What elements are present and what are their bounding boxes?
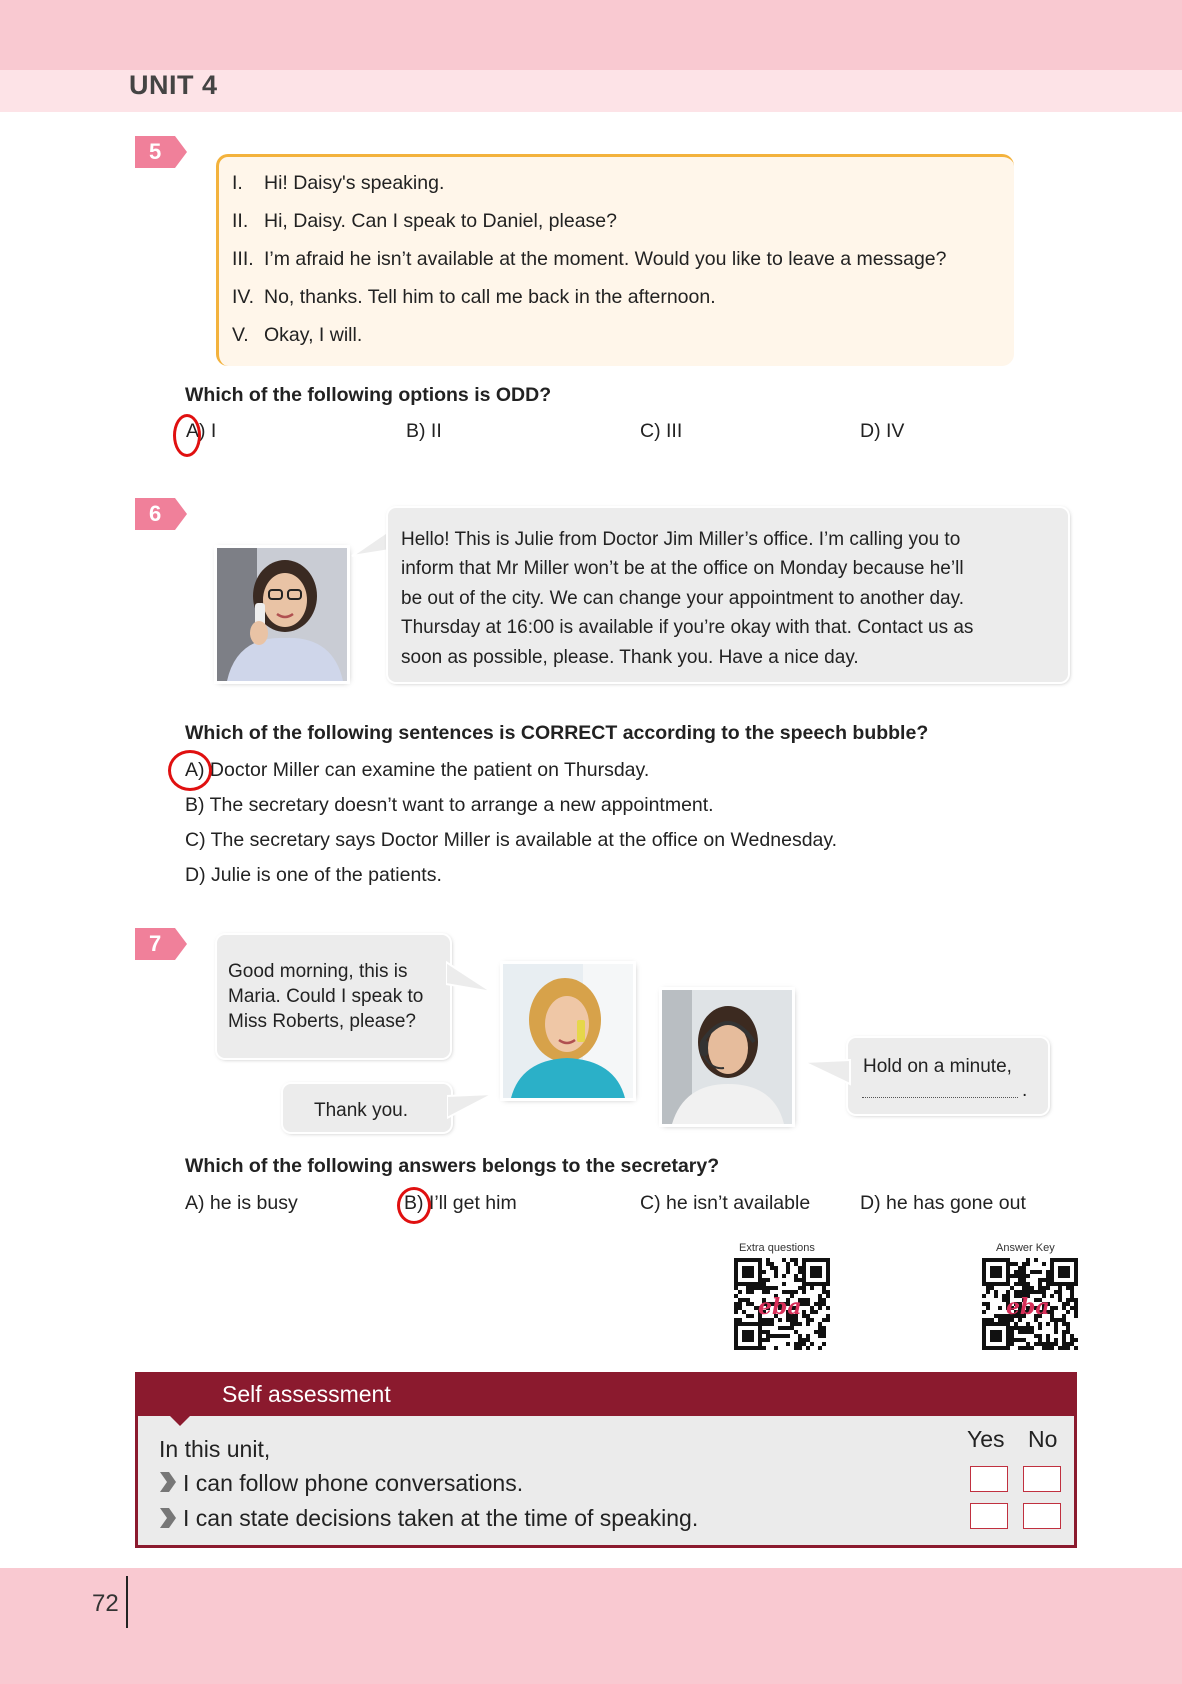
- thanks-text: Thank you.: [314, 1100, 408, 1121]
- q6-option-c[interactable]: C) The secretary says Doctor Miller is available at the office on Wednesday.: [185, 829, 838, 851]
- bubble-line-3: be out of the city. We can change your appointment to another day.: [401, 588, 964, 609]
- secretary-bubble-end: .: [1022, 1080, 1028, 1101]
- caller-line-2: Maria. Could I speak to: [228, 986, 424, 1007]
- woman-on-phone-photo: [217, 548, 347, 681]
- chevron-right-icon: [158, 1470, 178, 1494]
- caller-woman-photo: [503, 964, 633, 1098]
- eba-logo: eba: [758, 1294, 802, 1320]
- q6-option-d[interactable]: D) Julie is one of the patients.: [185, 864, 442, 886]
- answer-blank[interactable]: [862, 1097, 1018, 1098]
- unit-title: UNIT 4: [129, 70, 218, 100]
- question-7-text: Which of the following answers belongs to the secretary?: [185, 1155, 720, 1177]
- answer-mark-circle: [397, 1187, 431, 1224]
- q7-option-b[interactable]: B) I’ll get him: [404, 1192, 517, 1214]
- qr-extra-label: Extra questions: [739, 1242, 815, 1254]
- yes-checkbox-2[interactable]: [970, 1503, 1008, 1529]
- yes-checkbox-1[interactable]: [970, 1466, 1008, 1492]
- answer-mark-circle: [168, 750, 212, 791]
- no-checkbox-1[interactable]: [1023, 1466, 1061, 1492]
- dialogue-line-1: I. Hi! Daisy's speaking.: [232, 172, 445, 194]
- bubble-line-4: Thursday at 16:00 is available if you’re okay with that. Contact us as: [401, 617, 974, 638]
- q5-option-c[interactable]: C) III: [640, 420, 683, 442]
- dialogue-line-4: IV. No, thanks. Tell him to call me back in the afternoon.: [232, 286, 716, 308]
- dialogue-line-2: II. Hi, Daisy. Can I speak to Daniel, please?: [232, 210, 617, 232]
- bubble-tail: [446, 958, 494, 994]
- secretary-photo: [662, 990, 792, 1124]
- qr-code-answer-key[interactable]: [982, 1258, 1078, 1352]
- bottom-band: [0, 1568, 1182, 1684]
- yes-label: Yes: [967, 1426, 1005, 1452]
- no-checkbox-2[interactable]: [1023, 1503, 1061, 1529]
- secretary-bubble-text: Hold on a minute,: [863, 1056, 1012, 1077]
- q5-option-a[interactable]: A) I: [186, 420, 217, 442]
- header-notch: [168, 1414, 192, 1426]
- qr-code-extra-questions[interactable]: [734, 1258, 830, 1352]
- self-intro: In this unit,: [159, 1436, 271, 1462]
- q5-option-d[interactable]: D) IV: [860, 420, 905, 442]
- bubble-line-5: soon as possible, please. Thank you. Have a nice day.: [401, 647, 859, 668]
- self-item-2: I can state decisions taken at the time of speaking.: [183, 1505, 699, 1531]
- question-7-tag: 7: [135, 928, 175, 960]
- q7-option-c[interactable]: C) he isn’t available: [640, 1192, 811, 1214]
- caller-line-3: Miss Roberts, please?: [228, 1011, 416, 1032]
- question-5-tag: 5: [135, 136, 175, 168]
- answer-mark-circle: [173, 414, 201, 457]
- page-number-divider: [126, 1576, 128, 1628]
- bubble-line-2: inform that Mr Miller won’t be at the office on Monday because he’ll: [401, 558, 964, 579]
- q7-option-a[interactable]: A) he is busy: [185, 1192, 298, 1214]
- self-assessment-title: Self assessment: [222, 1381, 391, 1407]
- qr-answer-label: Answer Key: [996, 1242, 1055, 1254]
- caller-line-1: Good morning, this is: [228, 961, 408, 982]
- eba-logo: eba: [1006, 1294, 1050, 1320]
- bubble-tail: [350, 528, 392, 558]
- question-6-text: Which of the following sentences is CORRECT according to the speech bubble?: [185, 722, 929, 744]
- q6-option-b[interactable]: B) The secretary doesn’t want to arrange a new appointment.: [185, 794, 714, 816]
- dialogue-line-5: V. Okay, I will.: [232, 324, 363, 346]
- q5-option-b[interactable]: B) II: [406, 420, 442, 442]
- question-5-text: Which of the following options is ODD?: [185, 384, 552, 406]
- question-6-tag: 6: [135, 498, 175, 530]
- q6-option-a[interactable]: A) Doctor Miller can examine the patient on Thursday.: [185, 759, 650, 781]
- q7-option-d[interactable]: D) he has gone out: [860, 1192, 1026, 1214]
- page-number: 72: [92, 1590, 119, 1617]
- dialogue-line-3: III. I’m afraid he isn’t available at the moment. Would you like to leave a message?: [232, 248, 947, 270]
- bubble-tail: [447, 1090, 495, 1120]
- self-item-1: I can follow phone conversations.: [183, 1470, 524, 1496]
- top-band: [0, 0, 1182, 70]
- no-label: No: [1028, 1426, 1058, 1452]
- chevron-right-icon: [158, 1506, 178, 1530]
- bubble-line-1: Hello! This is Julie from Doctor Jim Miller’s office. I’m calling you to: [401, 529, 961, 550]
- bubble-tail: [802, 1056, 852, 1086]
